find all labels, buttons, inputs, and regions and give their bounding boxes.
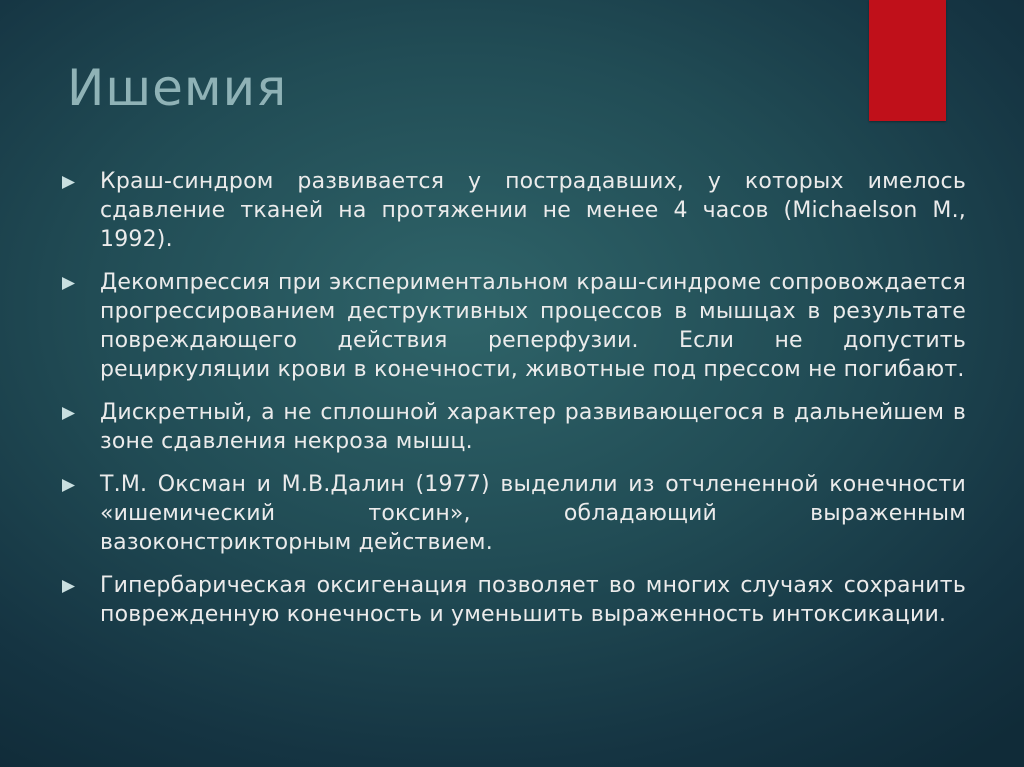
triangle-right-icon	[62, 268, 100, 290]
red-accent-bar	[869, 0, 946, 121]
triangle-right-icon	[62, 398, 100, 420]
bullet-text: Т.М. Оксман и М.В.Далин (1977) выделили из отчлененной конечности «ишемический токсин», обладающий выраженным вазоконстрикторным действием.	[100, 472, 966, 555]
bullet-item	[62, 268, 966, 384]
bullet-text: Гипербарическая оксигенация позволяет во многих случаях сохранить поврежденную конечность и уменьшить выраженность интоксикации.	[100, 573, 966, 627]
bullet-text: Краш-синдром развивается у пострадавших, у которых имелось сдавление тканей на протяжении не менее 4 часов (Michaelson M., 1992).	[100, 169, 966, 252]
bullet-text: Декомпрессия при экспериментальном краш-синдроме сопровождается прогрессированием деструктивных процессов в мышцах в результате повреждающего действия реперфузии. Если не допустить рециркуляции крови в конечности, животные под прессом не погибают.	[100, 270, 966, 382]
bullet-item	[62, 470, 966, 557]
bullet-item	[62, 398, 966, 456]
bullet-list	[62, 167, 966, 643]
triangle-right-icon	[62, 470, 100, 492]
slide-title: Ишемия	[67, 59, 288, 117]
triangle-right-icon	[62, 167, 100, 189]
triangle-right-icon	[62, 571, 100, 593]
bullet-item	[62, 571, 966, 629]
bullet-text: Дискретный, а не сплошной характер развивающегося в дальнейшем в зоне сдавления некроза мышц.	[100, 400, 966, 454]
bullet-item	[62, 167, 966, 254]
